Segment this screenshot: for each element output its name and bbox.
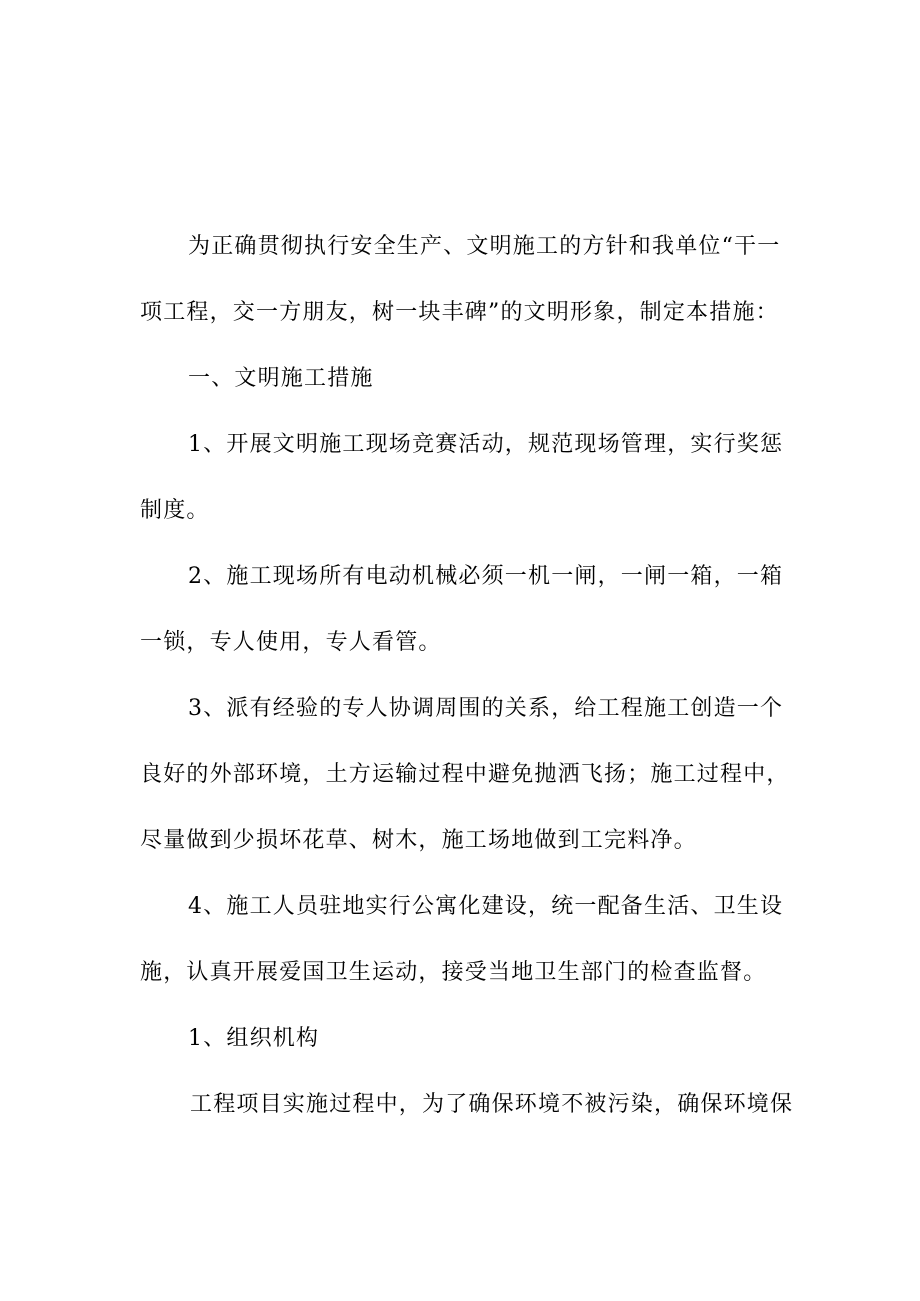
item-4-line-2: 施，认真开展爱国卫生运动，接受当地卫生部门的检查监督。 [140, 960, 767, 985]
item-4-line-1: 4、施工人员驻地实行公寓化建设，统一配备生活、卫生设 [188, 894, 784, 919]
subsection-heading-organization: 1、组织机构 [188, 1026, 320, 1051]
paragraph-intro-line-1: 为正确贯彻执行安全生产、文明施工的方针和我单位“干一 [188, 234, 781, 259]
section-heading-civilized-construction: 一、文明施工措施 [188, 366, 374, 391]
item-2-line-2: 一锁，专人使用，专人看管。 [140, 630, 442, 655]
item-2-line-1: 2、施工现场所有电动机械必须一机一闸，一闸一箱，一箱 [188, 564, 784, 589]
item-3-line-2: 良好的外部环境，土方运输过程中避免抛洒飞扬；施工过程中， [140, 762, 790, 787]
item-3-line-3: 尽量做到少损坏花草、树木，施工场地做到工完料净。 [140, 828, 697, 853]
item-1-line-1: 1、开展文明施工现场竞赛活动，规范现场管理，实行奖惩 [188, 432, 784, 457]
item-3-line-1: 3、派有经验的专人协调周围的关系，给工程施工创造一个 [188, 696, 784, 721]
paragraph-intro-line-2: 项工程，交一方朋友，树一块丰碑”的文明形象，制定本措施： [140, 300, 779, 325]
item-1-line-2: 制度。 [140, 498, 210, 523]
final-paragraph-line-1: 工程项目实施过程中，为了确保环境不被污染，确保环境保 [190, 1092, 794, 1117]
